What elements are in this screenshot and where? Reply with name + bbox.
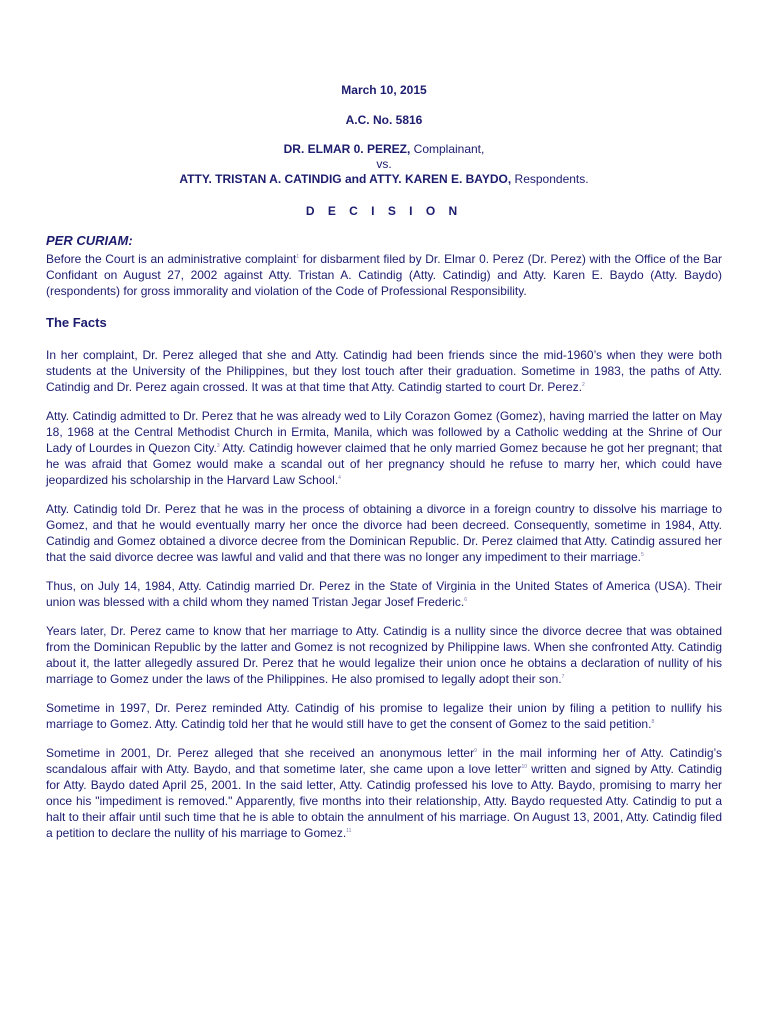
- footnote-ref-11[interactable]: 11: [346, 828, 352, 834]
- facts-paragraph-2: [46, 408, 722, 488]
- paragraph-text: Atty. Catindig told Dr. Perez that he was in the process of obtaining a divorce in a foreign country to dissolve his marriage to Gomez, and that he would eventually marry her once the divorce had been decreed. Consequently, sometime in 1984, Atty. Catindig and Gomez obtained a divorce decree from the Dominican Republic. Dr. Perez claimed that Atty. Catindig assured her that the said divorce decree was lawful and valid and that there was no longer any impediment to their marriage.: [46, 502, 722, 564]
- facts-paragraph-1: [46, 347, 722, 395]
- paragraph-text: In her complaint, Dr. Perez alleged that she and Atty. Catindig had been friends since the mid-1960’s when they were both students at the University of the Philippines, but they lost touch after their graduation. Sometime in 1983, the paths of Atty. Catindig and Dr. Perez again crossed. It was at that time that Atty. Catindig started to court Dr. Perez.: [46, 348, 722, 394]
- facts-paragraph-5: [46, 623, 722, 687]
- paragraph-text: Atty. Catindig however claimed that he only married Gomez because he got her pregnant; that he was afraid that Gomez would make a scandal out of her pregnancy should he refuse to marry her, which could have jeopardized his scholarship in the Harvard Law School.: [46, 441, 722, 487]
- intro-text-2: for disbarment filed by Dr. Elmar 0. Perez (Dr. Perez) with the Office of the Bar Confidant on August 27, 2002 against Atty. Tristan A. Catindig (Atty. Catindig) and Atty. Karen E. Baydo (Atty. Baydo) (respondents) for gross immorality and violation of the Code of Professional Responsibility.: [46, 252, 722, 298]
- facts-paragraph-4: [46, 578, 722, 610]
- intro-paragraph: [46, 251, 722, 299]
- case-parties: [46, 142, 722, 187]
- decision-date: March 10, 2015: [341, 83, 427, 97]
- paragraph-text: in the mail informing her of Atty. Catindig’s scandalous affair with Atty. Baydo, and that sometime later, she came upon a love letter: [46, 746, 722, 776]
- complainant-name: DR. ELMAR 0. PEREZ,: [283, 142, 411, 156]
- facts-paragraph-3: [46, 501, 722, 565]
- respondents-names: ATTY. TRISTAN A. CATINDIG and ATTY. KAREN E. BAYDO,: [179, 172, 512, 186]
- facts-heading: The Facts: [46, 315, 107, 330]
- decision-title: D E C I S I O N: [305, 204, 463, 218]
- decision-document: [46, 82, 722, 841]
- versus-line: vs.: [376, 157, 392, 171]
- respondents-role: Respondents.: [511, 172, 589, 186]
- facts-paragraph-6: [46, 700, 722, 732]
- footnote-ref-1[interactable]: 1: [296, 254, 300, 260]
- paragraph-text: Years later, Dr. Perez came to know that her marriage to Atty. Catindig is a nullity since the divorce decree that was obtained from the Dominican Republic by the latter and Gomez is not recognized by Philippine laws. When she confronted Atty. Catindig about it, the latter allegedly assured Dr. Perez that he would legalize their union once he obtains a declaration of nullity of his marriage to Gomez under the laws of the Philippines. He also promised to legally adopt their son.: [46, 624, 722, 686]
- respondents-line: [46, 172, 722, 187]
- footnote-ref-2[interactable]: 2: [582, 382, 585, 388]
- footnote-ref-5[interactable]: 5: [641, 552, 644, 558]
- footnote-ref-10[interactable]: 10: [521, 764, 528, 770]
- per-curiam-heading: PER CURIAM:: [46, 233, 133, 248]
- complainant-line: [46, 142, 722, 157]
- footnote-ref-7[interactable]: 7: [561, 674, 565, 680]
- paragraph-text: written and signed by Atty. Catindig for Atty. Baydo dated April 25, 2001. In the said letter, Atty. Catindig professed his love to Atty. Baydo, promising to marry her once his "impediment is removed." Apparently, five months into their relationship, Atty. Baydo requested Atty. Catindig to put a halt to their affair until such time that he is able to obtain the annulment of his marriage. On August 13, 2001, Atty. Catindig filed a petition to declare the nullity of his marriage to Gomez.: [46, 762, 722, 840]
- footnote-ref-3[interactable]: 3: [216, 443, 220, 449]
- paragraph-text: Sometime in 2001, Dr. Perez alleged that she received an anonymous letter: [46, 746, 475, 760]
- case-number: A.C. No. 5816: [345, 113, 423, 127]
- footnote-ref-8[interactable]: 8: [651, 719, 655, 725]
- paragraph-text: Sometime in 1997, Dr. Perez reminded Atty. Catindig of his promise to legalize their union by filing a petition to nullify his marriage to Gomez. Atty. Catindig told her that he would still have to get the consent of Gomez to the said petition.: [46, 701, 722, 731]
- paragraph-text: Thus, on July 14, 1984, Atty. Catindig married Dr. Perez in the State of Virginia in the United States of America (USA). Their union was blessed with a child whom they named Tristan Jegar Josef Frederic.: [46, 579, 722, 609]
- footnote-ref-6[interactable]: 6: [464, 597, 467, 603]
- paragraph-text: Atty. Catindig admitted to Dr. Perez that he was already wed to Lily Corazon Gomez (Gomez), having married the latter on May 18, 1968 at the Central Methodist Church in Ermita, Manila, which was followed by a Catholic wedding at the Shrine of Our Lady of Lourdes in Quezon City.: [46, 409, 722, 455]
- intro-text-1: Before the Court is an administrative complaint: [46, 252, 297, 266]
- footnote-ref-4[interactable]: 4: [338, 475, 341, 481]
- facts-paragraph-7: [46, 745, 722, 841]
- footnote-ref-9[interactable]: 9: [474, 748, 477, 754]
- complainant-role: Complainant,: [410, 142, 485, 156]
